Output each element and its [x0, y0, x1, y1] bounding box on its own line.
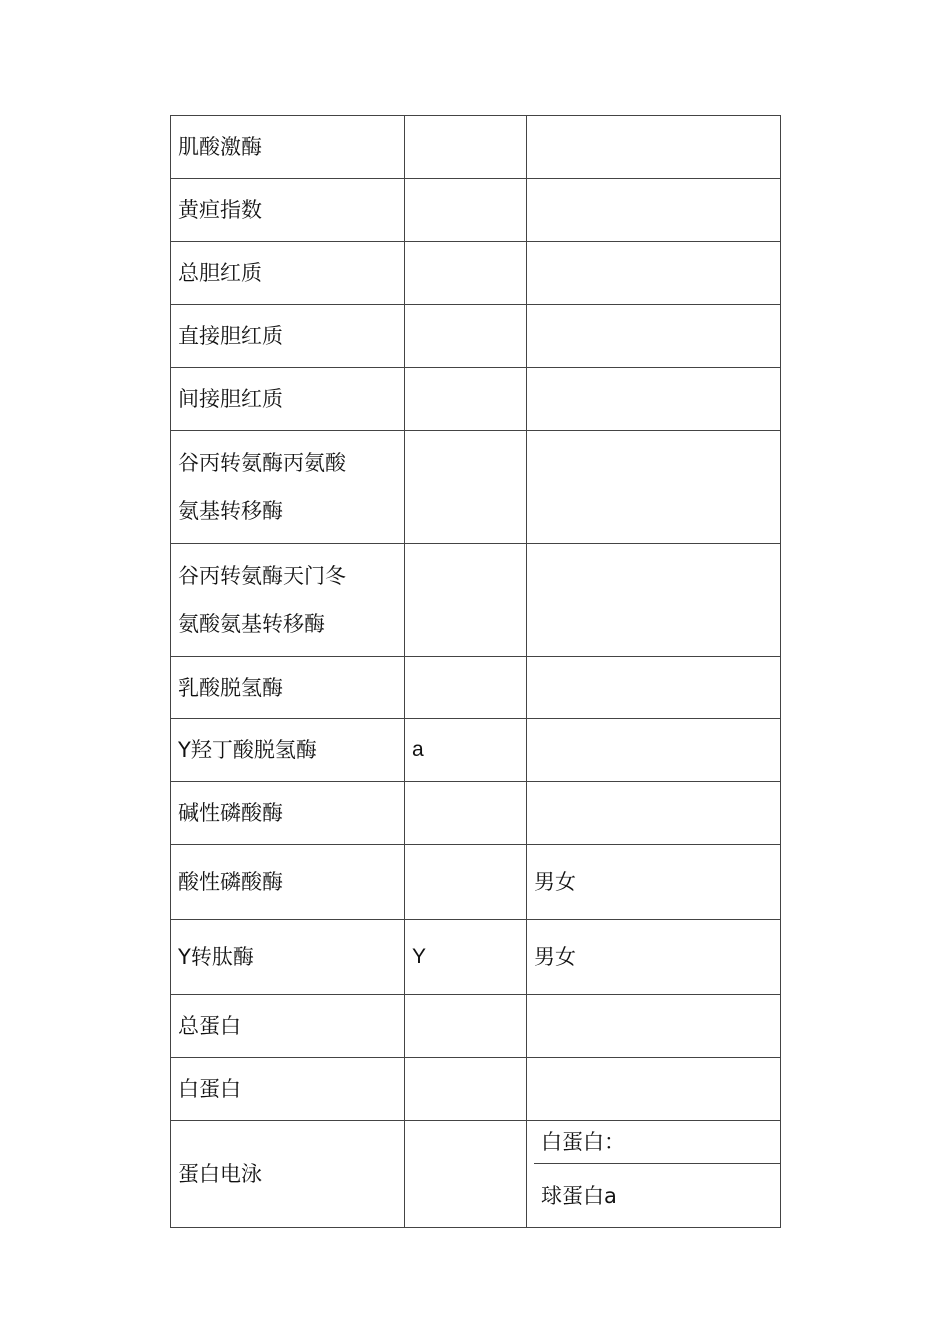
table-row: [171, 782, 781, 845]
reference-subcell-globulin: 球蛋白a: [541, 1183, 617, 1208]
test-name-line: 氨酸氨基转移酶: [178, 612, 325, 636]
table-row: [171, 657, 781, 719]
test-name-cell: 白蛋白: [171, 1058, 405, 1121]
reference-cell: 男女: [527, 845, 781, 920]
table-row: [171, 995, 781, 1058]
test-name-cell: 蛋白电泳: [171, 1121, 405, 1228]
test-value-cell: a: [405, 719, 527, 782]
reference-cell: [527, 544, 781, 657]
test-value-cell: [405, 657, 527, 719]
reference-cell: [527, 1058, 781, 1121]
test-name-line: 谷丙转氨酶天门冬: [178, 564, 346, 588]
test-name-cell: 碱性磷酸酶: [171, 782, 405, 845]
test-value-cell: [405, 544, 527, 657]
table-row: [171, 920, 781, 995]
reference-subcell-albumin: 白蛋白：: [534, 1121, 780, 1164]
table-row: [171, 179, 781, 242]
test-name-cell: 间接胆红质: [171, 368, 405, 431]
test-name-cell: 总蛋白: [171, 995, 405, 1058]
reference-cell: [527, 657, 781, 719]
test-value-cell: [405, 1121, 527, 1228]
table-row: [171, 845, 781, 920]
reference-cell-split: [527, 1121, 781, 1228]
reference-cell: [527, 116, 781, 179]
test-name-cell: Y羟丁酸脱氢酶: [171, 719, 405, 782]
lab-results-table-container: [170, 115, 781, 1228]
test-value-cell: [405, 179, 527, 242]
reference-cell: [527, 431, 781, 544]
reference-cell: [527, 305, 781, 368]
test-name-cell: 乳酸脱氢酶: [171, 657, 405, 719]
test-value-cell: [405, 116, 527, 179]
test-name-cell: 酸性磷酸酶: [171, 845, 405, 920]
reference-cell: 男女: [527, 920, 781, 995]
test-name-cell: Y转肽酶: [171, 920, 405, 995]
lab-results-table: [170, 115, 781, 1228]
test-value-cell: [405, 845, 527, 920]
test-value-cell: [405, 995, 527, 1058]
test-value-cell: [405, 305, 527, 368]
test-value-cell: [405, 368, 527, 431]
test-name-line: 氨基转移酶: [178, 499, 283, 523]
test-value-cell: [405, 431, 527, 544]
table-row: [171, 431, 781, 544]
reference-cell: [527, 179, 781, 242]
table-row: [171, 1121, 781, 1228]
test-value-cell: [405, 242, 527, 305]
table-row: [171, 1058, 781, 1121]
reference-cell: [527, 782, 781, 845]
table-row: [171, 544, 781, 657]
reference-cell: [527, 995, 781, 1058]
test-value-cell: Y: [405, 920, 527, 995]
table-row: [171, 242, 781, 305]
test-value-cell: [405, 1058, 527, 1121]
test-name-cell: [171, 431, 405, 544]
table-row: [171, 305, 781, 368]
reference-cell: [527, 719, 781, 782]
table-row: [171, 116, 781, 179]
table-row: [171, 719, 781, 782]
test-name-cell: 总胆红质: [171, 242, 405, 305]
test-name-cell: [171, 544, 405, 657]
test-name-cell: 肌酸激酶: [171, 116, 405, 179]
reference-cell: [527, 368, 781, 431]
test-value-cell: [405, 782, 527, 845]
test-name-cell: 直接胆红质: [171, 305, 405, 368]
table-row: [171, 368, 781, 431]
test-name-cell: 黄疸指数: [171, 179, 405, 242]
reference-cell: [527, 242, 781, 305]
test-name-line: 谷丙转氨酶丙氨酸: [178, 451, 346, 475]
